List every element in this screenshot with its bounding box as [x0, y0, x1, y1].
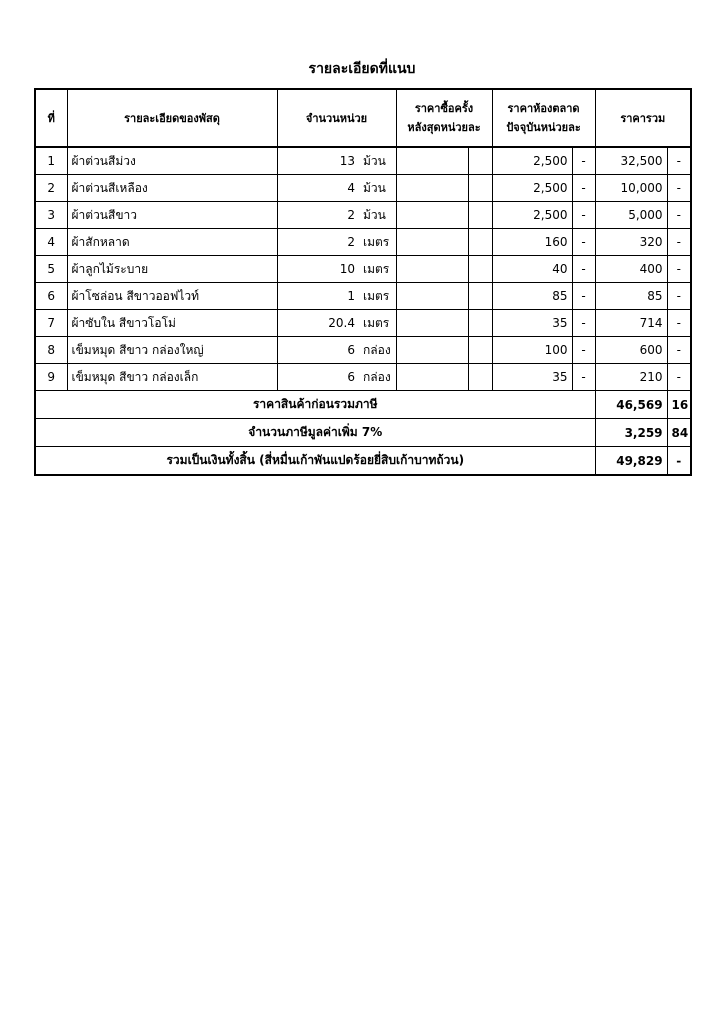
item-quantity: 6: [277, 364, 359, 391]
header-market-price: [492, 89, 595, 147]
item-last-price-baht: [396, 364, 468, 391]
item-description: ผ้าสักหลาด: [67, 229, 277, 256]
item-unit-price-baht: 85: [492, 283, 572, 310]
item-unit: กล่อง: [359, 364, 396, 391]
item-no: 4: [35, 229, 67, 256]
table-row: [35, 147, 691, 175]
items-table: [34, 88, 692, 476]
item-total-satang: -: [667, 175, 691, 202]
item-unit-price-satang: -: [572, 283, 595, 310]
item-no: 5: [35, 256, 67, 283]
item-total-baht: 210: [595, 364, 667, 391]
grand-total-baht: 49,829: [595, 447, 667, 476]
subtotal-label: ราคาสินค้าก่อนรวมภาษี: [35, 391, 595, 419]
item-no: 7: [35, 310, 67, 337]
item-description: ผ้าต่วนสีม่วง: [67, 147, 277, 175]
header-last-price-line1: ราคาซื้อครั้ง: [414, 102, 474, 115]
subtotal-satang: 16: [667, 391, 691, 419]
item-description: ผ้าต่วนสีเหลือง: [67, 175, 277, 202]
item-quantity: 20.4: [277, 310, 359, 337]
item-total-baht: 5,000: [595, 202, 667, 229]
item-no: 3: [35, 202, 67, 229]
header-quantity: จำนวนหน่วย: [277, 89, 396, 147]
item-unit-price-baht: 2,500: [492, 175, 572, 202]
item-unit-price-satang: -: [572, 310, 595, 337]
summary-body: [35, 391, 691, 476]
item-unit-price-baht: 100: [492, 337, 572, 364]
item-total-satang: -: [667, 337, 691, 364]
item-total-baht: 32,500: [595, 147, 667, 175]
item-unit: กล่อง: [359, 337, 396, 364]
item-description: ผ้าโซล่อน สีขาวออฟไวท์: [67, 283, 277, 310]
vat-row: [35, 419, 691, 447]
item-unit-price-satang: -: [572, 202, 595, 229]
item-unit: ม้วน: [359, 175, 396, 202]
item-description: ผ้าลูกไม้ระบาย: [67, 256, 277, 283]
header-last-price: [396, 89, 492, 147]
item-quantity: 1: [277, 283, 359, 310]
item-total-satang: -: [667, 364, 691, 391]
item-unit-price-baht: 35: [492, 364, 572, 391]
item-total-baht: 600: [595, 337, 667, 364]
item-total-baht: 85: [595, 283, 667, 310]
table-row: [35, 310, 691, 337]
item-last-price-baht: [396, 229, 468, 256]
grand-total-label: รวมเป็นเงินทั้งสิ้น (สี่หมื่นเก้าพันแปดร้อยยี่สิบเก้าบาทถ้วน): [35, 447, 595, 476]
item-unit-price-satang: -: [572, 147, 595, 175]
item-total-satang: -: [667, 229, 691, 256]
header-no: ที่: [35, 89, 67, 147]
item-unit-price-satang: -: [572, 175, 595, 202]
item-last-price-baht: [396, 147, 468, 175]
table-row: [35, 202, 691, 229]
item-last-price-satang: [468, 147, 492, 175]
item-last-price-satang: [468, 364, 492, 391]
table-row: [35, 175, 691, 202]
item-total-satang: -: [667, 147, 691, 175]
item-unit-price-baht: 35: [492, 310, 572, 337]
table-row: [35, 337, 691, 364]
header-description: รายละเอียดของพัสดุ: [67, 89, 277, 147]
vat-baht: 3,259: [595, 419, 667, 447]
item-unit-price-satang: -: [572, 364, 595, 391]
item-total-baht: 714: [595, 310, 667, 337]
item-description: เข็มหมุด สีขาว กล่องเล็ก: [67, 364, 277, 391]
item-quantity: 2: [277, 202, 359, 229]
item-quantity: 10: [277, 256, 359, 283]
item-unit: เมตร: [359, 310, 396, 337]
grand-total-row: [35, 447, 691, 476]
item-total-satang: -: [667, 202, 691, 229]
item-unit-price-satang: -: [572, 337, 595, 364]
item-last-price-satang: [468, 337, 492, 364]
item-unit-price-satang: -: [572, 229, 595, 256]
item-quantity: 13: [277, 147, 359, 175]
vat-satang: 84: [667, 419, 691, 447]
item-quantity: 6: [277, 337, 359, 364]
header-market-price-line2: ปัจจุบันหน่วยละ: [506, 121, 581, 134]
item-last-price-baht: [396, 337, 468, 364]
item-quantity: 2: [277, 229, 359, 256]
item-unit-price-satang: -: [572, 256, 595, 283]
item-last-price-satang: [468, 283, 492, 310]
table-row: [35, 283, 691, 310]
item-unit: ม้วน: [359, 147, 396, 175]
item-unit-price-baht: 2,500: [492, 147, 572, 175]
item-unit: เมตร: [359, 283, 396, 310]
item-last-price-satang: [468, 175, 492, 202]
item-unit-price-baht: 2,500: [492, 202, 572, 229]
item-unit: เมตร: [359, 256, 396, 283]
item-last-price-satang: [468, 229, 492, 256]
item-no: 8: [35, 337, 67, 364]
item-last-price-baht: [396, 202, 468, 229]
item-last-price-baht: [396, 283, 468, 310]
header-market-price-line1: ราคาห้องตลาด: [507, 102, 580, 115]
header-last-price-line2: หลังสุดหน่วยละ: [407, 121, 481, 134]
table-row: [35, 364, 691, 391]
table-row: [35, 229, 691, 256]
header-total: ราคารวม: [595, 89, 691, 147]
item-unit: เมตร: [359, 229, 396, 256]
table-body: [35, 147, 691, 391]
item-last-price-satang: [468, 310, 492, 337]
item-description: ผ้าต่วนสีขาว: [67, 202, 277, 229]
item-total-baht: 10,000: [595, 175, 667, 202]
grand-total-satang: -: [667, 447, 691, 476]
item-last-price-satang: [468, 256, 492, 283]
table-header-row: [35, 89, 691, 147]
table-row: [35, 256, 691, 283]
item-unit: ม้วน: [359, 202, 396, 229]
item-unit-price-baht: 160: [492, 229, 572, 256]
item-total-baht: 320: [595, 229, 667, 256]
page-title: รายละเอียดที่แนบ: [308, 61, 416, 77]
item-last-price-satang: [468, 202, 492, 229]
item-no: 2: [35, 175, 67, 202]
item-total-satang: -: [667, 310, 691, 337]
item-quantity: 4: [277, 175, 359, 202]
item-last-price-baht: [396, 175, 468, 202]
item-last-price-baht: [396, 256, 468, 283]
subtotal-baht: 46,569: [595, 391, 667, 419]
item-description: ผ้าซับใน สีขาวโอโม่: [67, 310, 277, 337]
item-total-baht: 400: [595, 256, 667, 283]
subtotal-row: [35, 391, 691, 419]
item-total-satang: -: [667, 256, 691, 283]
item-description: เข็มหมุด สีขาว กล่องใหญ่: [67, 337, 277, 364]
item-total-satang: -: [667, 283, 691, 310]
item-unit-price-baht: 40: [492, 256, 572, 283]
item-last-price-baht: [396, 310, 468, 337]
item-no: 9: [35, 364, 67, 391]
vat-label: จำนวนภาษีมูลค่าเพิ่ม 7%: [35, 419, 595, 447]
item-no: 1: [35, 147, 67, 175]
item-no: 6: [35, 283, 67, 310]
